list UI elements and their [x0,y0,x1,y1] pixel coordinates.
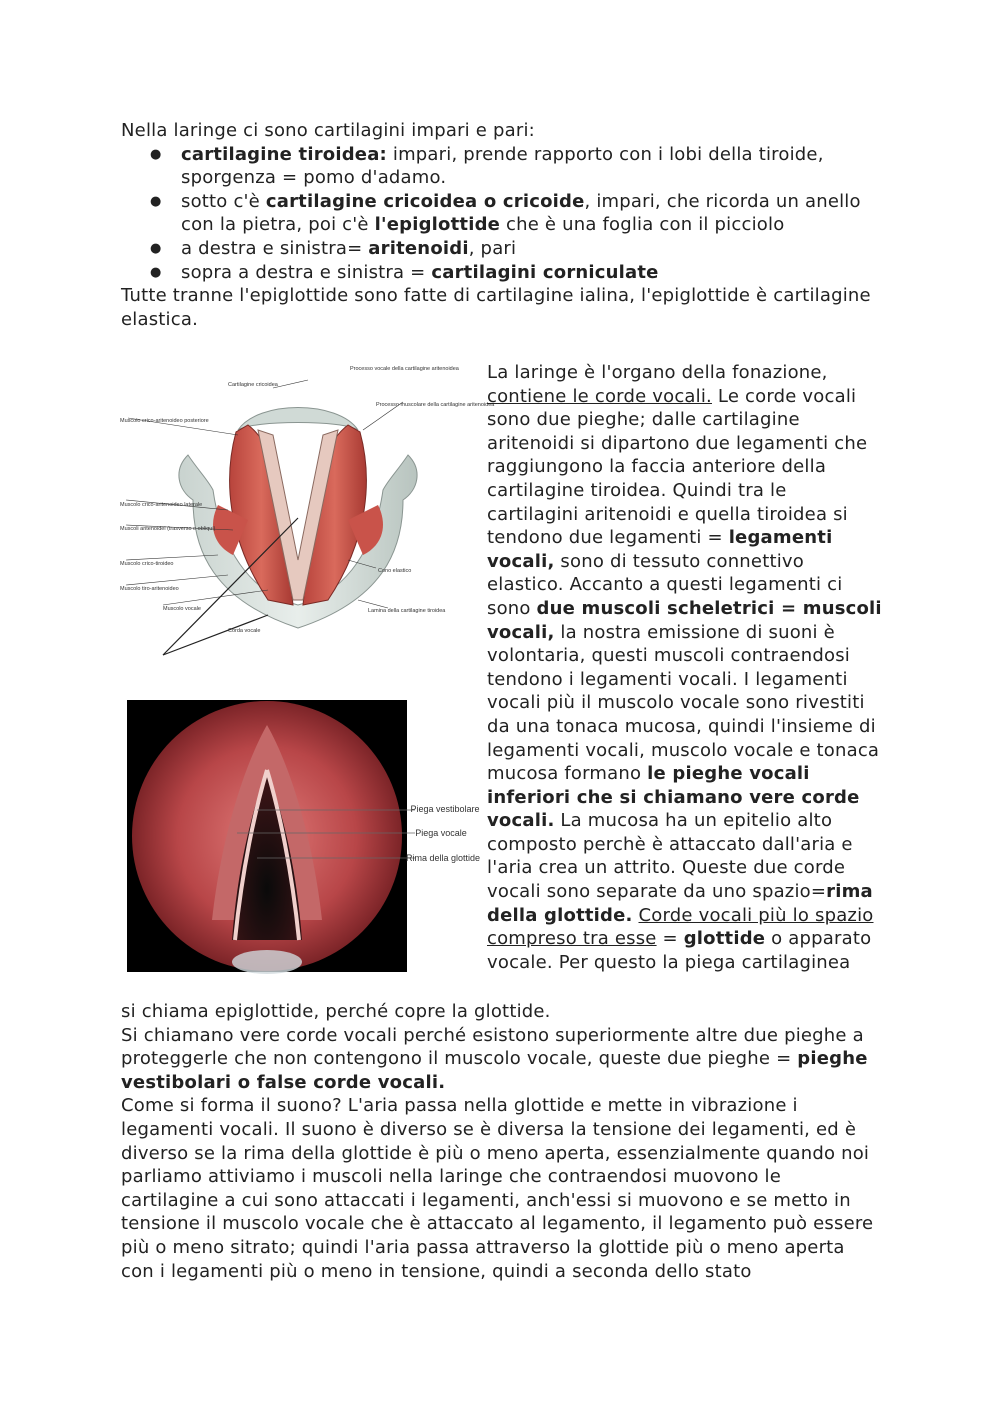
list-item [181,143,881,190]
paragraph-text: La mucosa ha un epitelio alto composto perchè è attaccato dall'aria e l'aria crea un attrito. Queste due corde vocali sono separate da uno spazio= [487,810,853,903]
paragraph-text: La laringe è l'organo della fonazione, [487,362,828,383]
bold-term: aritenoidi [368,237,469,259]
bold-term: legamenti vocali, [487,527,833,572]
intro-section [121,119,881,331]
figure-label: Muscolo crico-tiroideo [120,561,174,567]
glottis-endoscopy-figure [127,700,481,972]
paragraph: Come si forma il suono? L'aria passa nella glottide e mette in vibrazione i legamenti vocali. Il suono è diverso se è diversa la tensione dei legamenti, ed è diverso se la rima della glottide è più o meno aperta, essenzialmente quando noi parliamo attiviamo i muscoli nella laringe che contraendosi muovono le cartilagine a cui sono attaccati i legamenti, anch'essi si muovono e se metto in tensione il muscolo vocale che è attaccato al legamento, il legamento può essere più o meno sitrato; quindi l'aria passa attraverso la glottide più o meno aperta con i legamenti più o meno in tensione, quindi a seconda dello stato [121,1095,874,1282]
item-text: sotto c'è [181,190,266,212]
figure-label: Piega vocale [415,828,467,838]
figure-label: Cono elastico [378,568,412,574]
item-text: sopra a destra e sinistra = [181,261,432,283]
figure-label: Rima della glottide [405,853,481,863]
figure-label: Muscolo crico-aritenoideo laterale [120,502,203,508]
paragraph-text: Le corde vocali sono due pieghe; dalle cartilagine aritenoidi si dipartono due legamenti che raggiungono la faccia anteriore della cartilagine tiroidea. Quindi tra le cartilagini aritenoidi e quella tiroidea si tendono due legamenti = [487,385,868,549]
bold-term: l'epiglottide [374,214,501,236]
item-text: a destra e sinistra= [181,237,369,259]
figure-label: Piega vestibolare [410,804,480,814]
figure-label: Muscoli aritenoidei (trasverso e obliqui) [120,526,216,532]
figure-label: Cartilagine cricoidea [228,382,278,388]
figure-label: Corda vocale [228,628,261,634]
bold-term: pieghe vestibolari o false corde vocali. [121,1048,868,1093]
underlined-text: contiene le corde vocali. [487,385,712,407]
bold-term: cartilagini corniculate [431,261,659,283]
figure-label: Muscolo crico-aritenoideo posteriore [120,418,209,424]
item-text: , pari [468,237,517,259]
paragraph-text: o apparato vocale. Per questo la piega cartilaginea [487,928,872,973]
figure-label: Muscolo vocale [163,606,201,612]
bold-term: rima della glottide. [487,881,873,926]
list-item [181,190,881,237]
paragraph: si chiama epiglottide, perché copre la glottide. [121,1001,551,1022]
item-text: impari, prende rapporto con i lobi della tiroide, sporgenza = pomo d'adamo. [181,143,824,189]
list-item [181,237,881,261]
paragraph-text: sono di tessuto connettivo elastico. Accanto a questi legamenti ci sono [487,550,843,619]
bold-term: due muscoli scheletrici = muscoli vocali, [487,597,882,643]
paragraph [121,1024,881,1095]
bold-term: cartilagine tiroidea: [181,143,387,165]
figure-label: Processo vocale della cartilagine aritenoidea [350,366,459,372]
continuation-section [121,1000,881,1283]
column-paragraph [487,361,882,974]
underlined-text: Corde vocali più lo spazio compreso tra esse [487,904,874,950]
fonation-column [487,361,882,974]
intro-closing: Tutte tranne l'epiglottide sono fatte di cartilagine ialina, l'epiglottide è cartilagine elastica. [121,285,871,330]
figure-label: Muscolo tiro-aritenoideo [120,586,179,592]
paragraph-text: = [656,928,684,950]
bold-term: le pieghe vocali inferiori che si chiamano vere corde vocali. [487,763,860,832]
larynx-muscles-figure [118,360,495,665]
cartilage-list [121,143,881,285]
paragraph-text: la nostra emissione di suoni è volontaria, questi muscoli contraendosi tendono i legamenti vocali. I legamenti vocali più il muscolo vocale sono rivestiti da una tonaca mucosa, quindi l'insieme di legamenti vocali, muscolo vocale e tonaca mucosa formano [487,621,880,785]
list-item [181,261,881,285]
figure-label: Lamina della cartilagine tiroidea [368,608,446,614]
item-text: che è una foglia con il picciolo [500,214,785,236]
intro-lead: Nella laringe ci sono cartilagini impari e pari: [121,120,535,141]
bold-term: cartilagine cricoidea o cricoide [265,190,585,212]
bold-term: glottide [683,928,766,950]
item-text: , impari, che ricorda un anello con la pietra, poi c'è [181,190,861,236]
paragraph-text: Si chiamano vere corde vocali perché esistono superiormente altre due pieghe a proteggerle che non contengono il muscolo vocale, queste due pieghe = [121,1024,864,1070]
figure-label: Processo muscolare della cartilagine aritenoidea [376,402,495,408]
